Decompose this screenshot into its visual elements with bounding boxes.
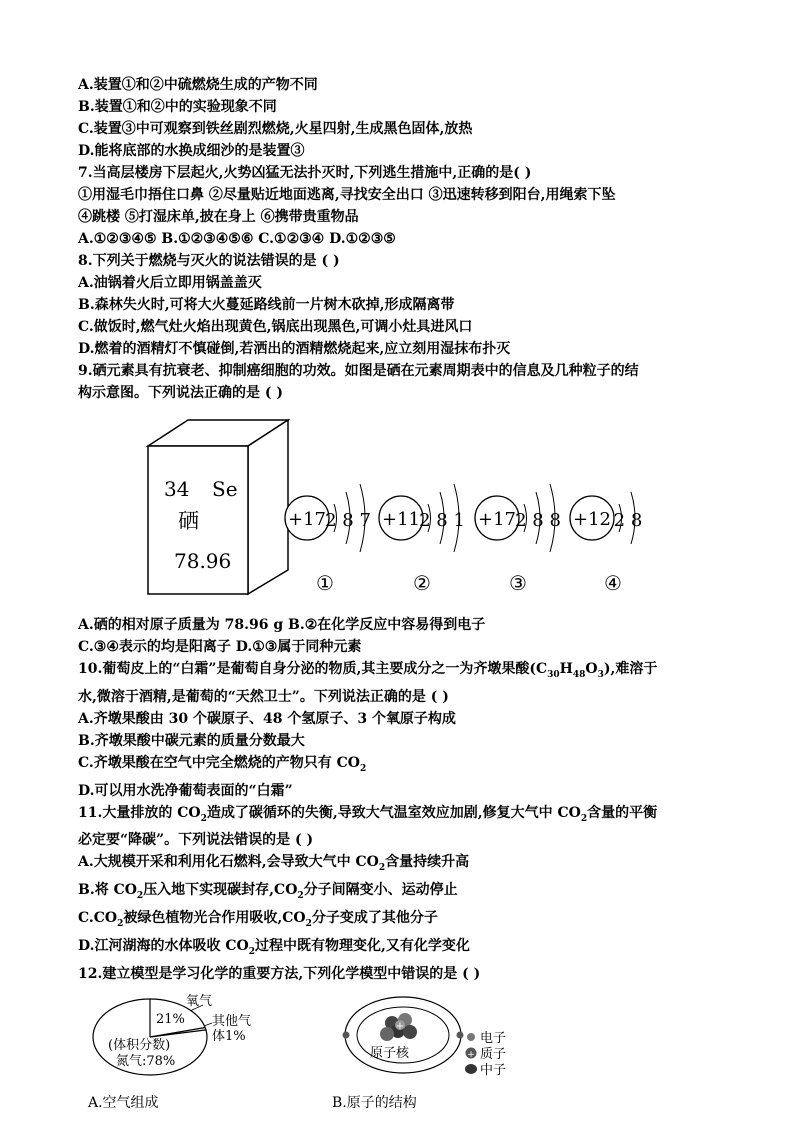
q6-option-b: B.装置①和②中的实验现象不同 [78, 99, 277, 115]
q7-items-2: ④跳楼 ⑤打湿床单,披在身上 ⑥携带贵重物品 [78, 209, 359, 225]
q6-option-d: D.能将底部的水换成细沙的是装置③ [78, 143, 305, 159]
pie-other-label-1: 其他气 [212, 1013, 252, 1029]
q11-option-c-2: 被绿色植物光合作用吸收,CO [123, 909, 306, 926]
q11-option-a-1: A.大规模开采和利用化石燃料,会导致大气中 CO [78, 854, 379, 871]
q9-diagram [78, 404, 728, 614]
particle-1 [285, 484, 371, 595]
particle-3-label: ③ [509, 571, 527, 595]
q9-stem-2: 构示意图。下列说法正确的是 ( ) [78, 385, 283, 401]
particle-3-shells: 2 8 8 [515, 510, 561, 531]
q8-option-c: C.做饭时,燃气灶火焰出现黄色,锅底出现黑色,可调小灶具进风口 [78, 319, 473, 335]
nucleus [380, 1013, 417, 1041]
subscript-2: 2 [580, 813, 588, 824]
q11-option-b [78, 879, 728, 907]
neutron-legend-icon [465, 1064, 477, 1074]
q9-stem-1: 9.硒元素具有抗衰老、抑制癌细胞的功效。如图是硒在元素周期表中的信息及几种粒子的结 [78, 363, 639, 379]
particle-4-nucleus: +12 [573, 509, 611, 530]
subscript-2: 2 [305, 918, 312, 929]
atomic-number: 34 [164, 477, 190, 501]
subscript-2: 2 [200, 813, 207, 824]
subscript-2: 2 [117, 918, 124, 929]
q11-stem-1 [78, 802, 728, 830]
legend-proton: 质子 [480, 1046, 507, 1062]
q11-option-c [78, 907, 728, 935]
q11-option-b-1: B.将 CO [78, 882, 137, 899]
q11-option-b-3: 分子间隔变小、运动停止 [303, 882, 458, 899]
pie-oxygen-label: 氧气 [186, 993, 213, 1009]
q11-stem-c: 含量的平衡 [587, 804, 658, 821]
pie-oxygen-pct: 21% [156, 1011, 185, 1027]
q11-stem-b: 造成了碳循环的失衡,导致大气温室效应加剧,修复大气中 CO [206, 804, 581, 821]
subscript-2: 2 [359, 763, 367, 774]
particle-2-label: ② [413, 571, 431, 595]
particle-1-nucleus: +17 [288, 509, 326, 530]
electron-dot [457, 1031, 464, 1038]
particle-3-nucleus: +17 [478, 509, 516, 530]
q11-option-d [78, 935, 728, 963]
air-pie-chart [87, 994, 251, 1111]
subscript-2: 2 [136, 890, 144, 901]
legend-neutron: 中子 [480, 1062, 507, 1078]
subscript-2: 2 [297, 890, 304, 901]
particle-2-shells: 2 8 1 [419, 510, 465, 531]
q11-option-a [78, 851, 728, 879]
q12-stem: 12.建立模型是学习化学的重要方法,下列化学模型中错误的是 ( ) [78, 965, 481, 982]
q11-option-d-1: D.江河湖海的水体吸收 CO [78, 937, 249, 954]
legend-electron: 电子 [480, 1030, 507, 1046]
q11-option-b-2: 压入地下实现碳封存,CO [143, 882, 298, 899]
q11-option-d-2: 过程中既有物理变化,又有化学变化 [255, 937, 470, 954]
svg-text:+: + [467, 1049, 475, 1060]
particle-4-shells: 2 8 [613, 510, 643, 531]
q11-option-c-1: C.CO [78, 909, 118, 926]
q10-option-c [78, 752, 728, 780]
formula-h-count: 48 [572, 669, 586, 680]
q10-option-b: B.齐墩果酸中碳元素的质量分数最大 [78, 732, 305, 749]
q10-option-d: D.可以用水洗净葡萄表面的“白霜” [78, 782, 293, 799]
q8-option-a: A.油锅着火后立即用锅盖盖灭 [78, 275, 262, 291]
subscript-2: 2 [378, 863, 386, 874]
q9-figure [78, 404, 728, 614]
q9-options-2: C.③④表示的均是阳离子 D.①③属于同种元素 [78, 639, 362, 655]
q8-option-d: D.燃着的酒精灯不慎碰倒,若洒出的酒精燃烧起来,应立刻用湿抹布扑灭 [78, 341, 511, 357]
particle-4-label: ④ [604, 571, 622, 595]
electron-legend-icon [467, 1033, 475, 1041]
pie-nitrogen-label: 氮气:78% [116, 1053, 176, 1069]
particle-2 [379, 484, 465, 595]
q12-diagram [78, 985, 728, 1125]
subscript-2: 2 [248, 946, 255, 957]
pie-caption: A.空气组成 [88, 1094, 159, 1111]
atom-model [332, 997, 506, 1111]
element-cell [148, 420, 288, 594]
pie-other-label-2: 体1% [212, 1028, 246, 1044]
q11-stem-2: 必定要“降碳”。下列说法错误的是 ( ) [78, 832, 314, 849]
q11-stem-a: 11.大量排放的 CO [78, 804, 201, 821]
q6-option-c: C.装置③中可观察到铁丝剧烈燃烧,火星四射,生成黑色固体,放热 [78, 121, 473, 137]
formula-h: H [559, 661, 573, 677]
q9-options-1: A.硒的相对原子质量为 78.96 g B.②在化学反应中容易得到电子 [78, 617, 486, 633]
q10-option-a: A.齐墩果酸由 30 个碳原子、48 个氢原子、3 个氧原子构成 [78, 710, 456, 727]
particle-1-label: ① [316, 571, 334, 595]
q8-stem: 8.下列关于燃烧与灭火的说法错误的是 ( ) [78, 253, 340, 269]
q7-options: A.①②③④⑤ B.①②③④⑤⑥ C.①②③④ D.①②③⑤ [78, 231, 396, 247]
particle-4 [570, 492, 642, 595]
q10-stem-2: 水,微溶于酒精,是葡萄的“天然卫士”。下列说法正确的是 ( ) [78, 688, 449, 705]
q10-stem-text: 10.葡萄皮上的“白霜”是葡萄自身分泌的物质,其主要成分之一为齐墩果酸(C [78, 661, 548, 677]
element-name: 硒 [178, 509, 199, 533]
q10-option-c-text: C.齐墩果酸在空气中完全燃烧的产物只有 CO [78, 754, 360, 771]
particle-1-shells: 2 8 7 [325, 510, 371, 531]
q10-stem-text-end: ),难溶于 [603, 661, 658, 677]
pie-inner-label: (体积分数) [108, 1037, 171, 1053]
q8-option-b: B.森林失火时,可将大火蔓延路线前一片树木砍掉,形成隔离带 [78, 297, 455, 313]
element-symbol: Se [212, 477, 238, 501]
q7-stem: 7.当高层楼房下层起火,火势凶猛无法扑灭时,下列逃生措施中,正确的是( ) [78, 165, 532, 181]
q7-items-1: ①用湿毛巾捂住口鼻 ②尽量贴近地面逃离,寻找安全出口 ③迅速转移到阳台,用绳索下坠 [78, 187, 616, 203]
formula-o: O [585, 661, 598, 677]
particle-2-nucleus: +11 [382, 509, 420, 530]
particle-3 [475, 484, 561, 595]
formula-o-count: 3 [597, 669, 604, 680]
electron-dot [343, 1031, 350, 1038]
q11-option-c-3: 分子变成了其他分子 [311, 909, 438, 926]
q6-option-a: A.装置①和②中硫燃烧生成的产物不同 [78, 77, 318, 93]
nucleus-label: 原子核 [370, 1045, 410, 1061]
q11-option-a-2: 含量持续升高 [385, 854, 470, 871]
formula-c-count: 30 [547, 669, 560, 680]
svg-text:+: + [395, 1020, 405, 1032]
atom-caption: B.原子的结构 [332, 1094, 417, 1111]
exam-page [78, 74, 728, 1125]
q12-figure [78, 985, 728, 1125]
q10-stem-1 [78, 658, 728, 686]
atomic-mass: 78.96 [174, 549, 232, 573]
